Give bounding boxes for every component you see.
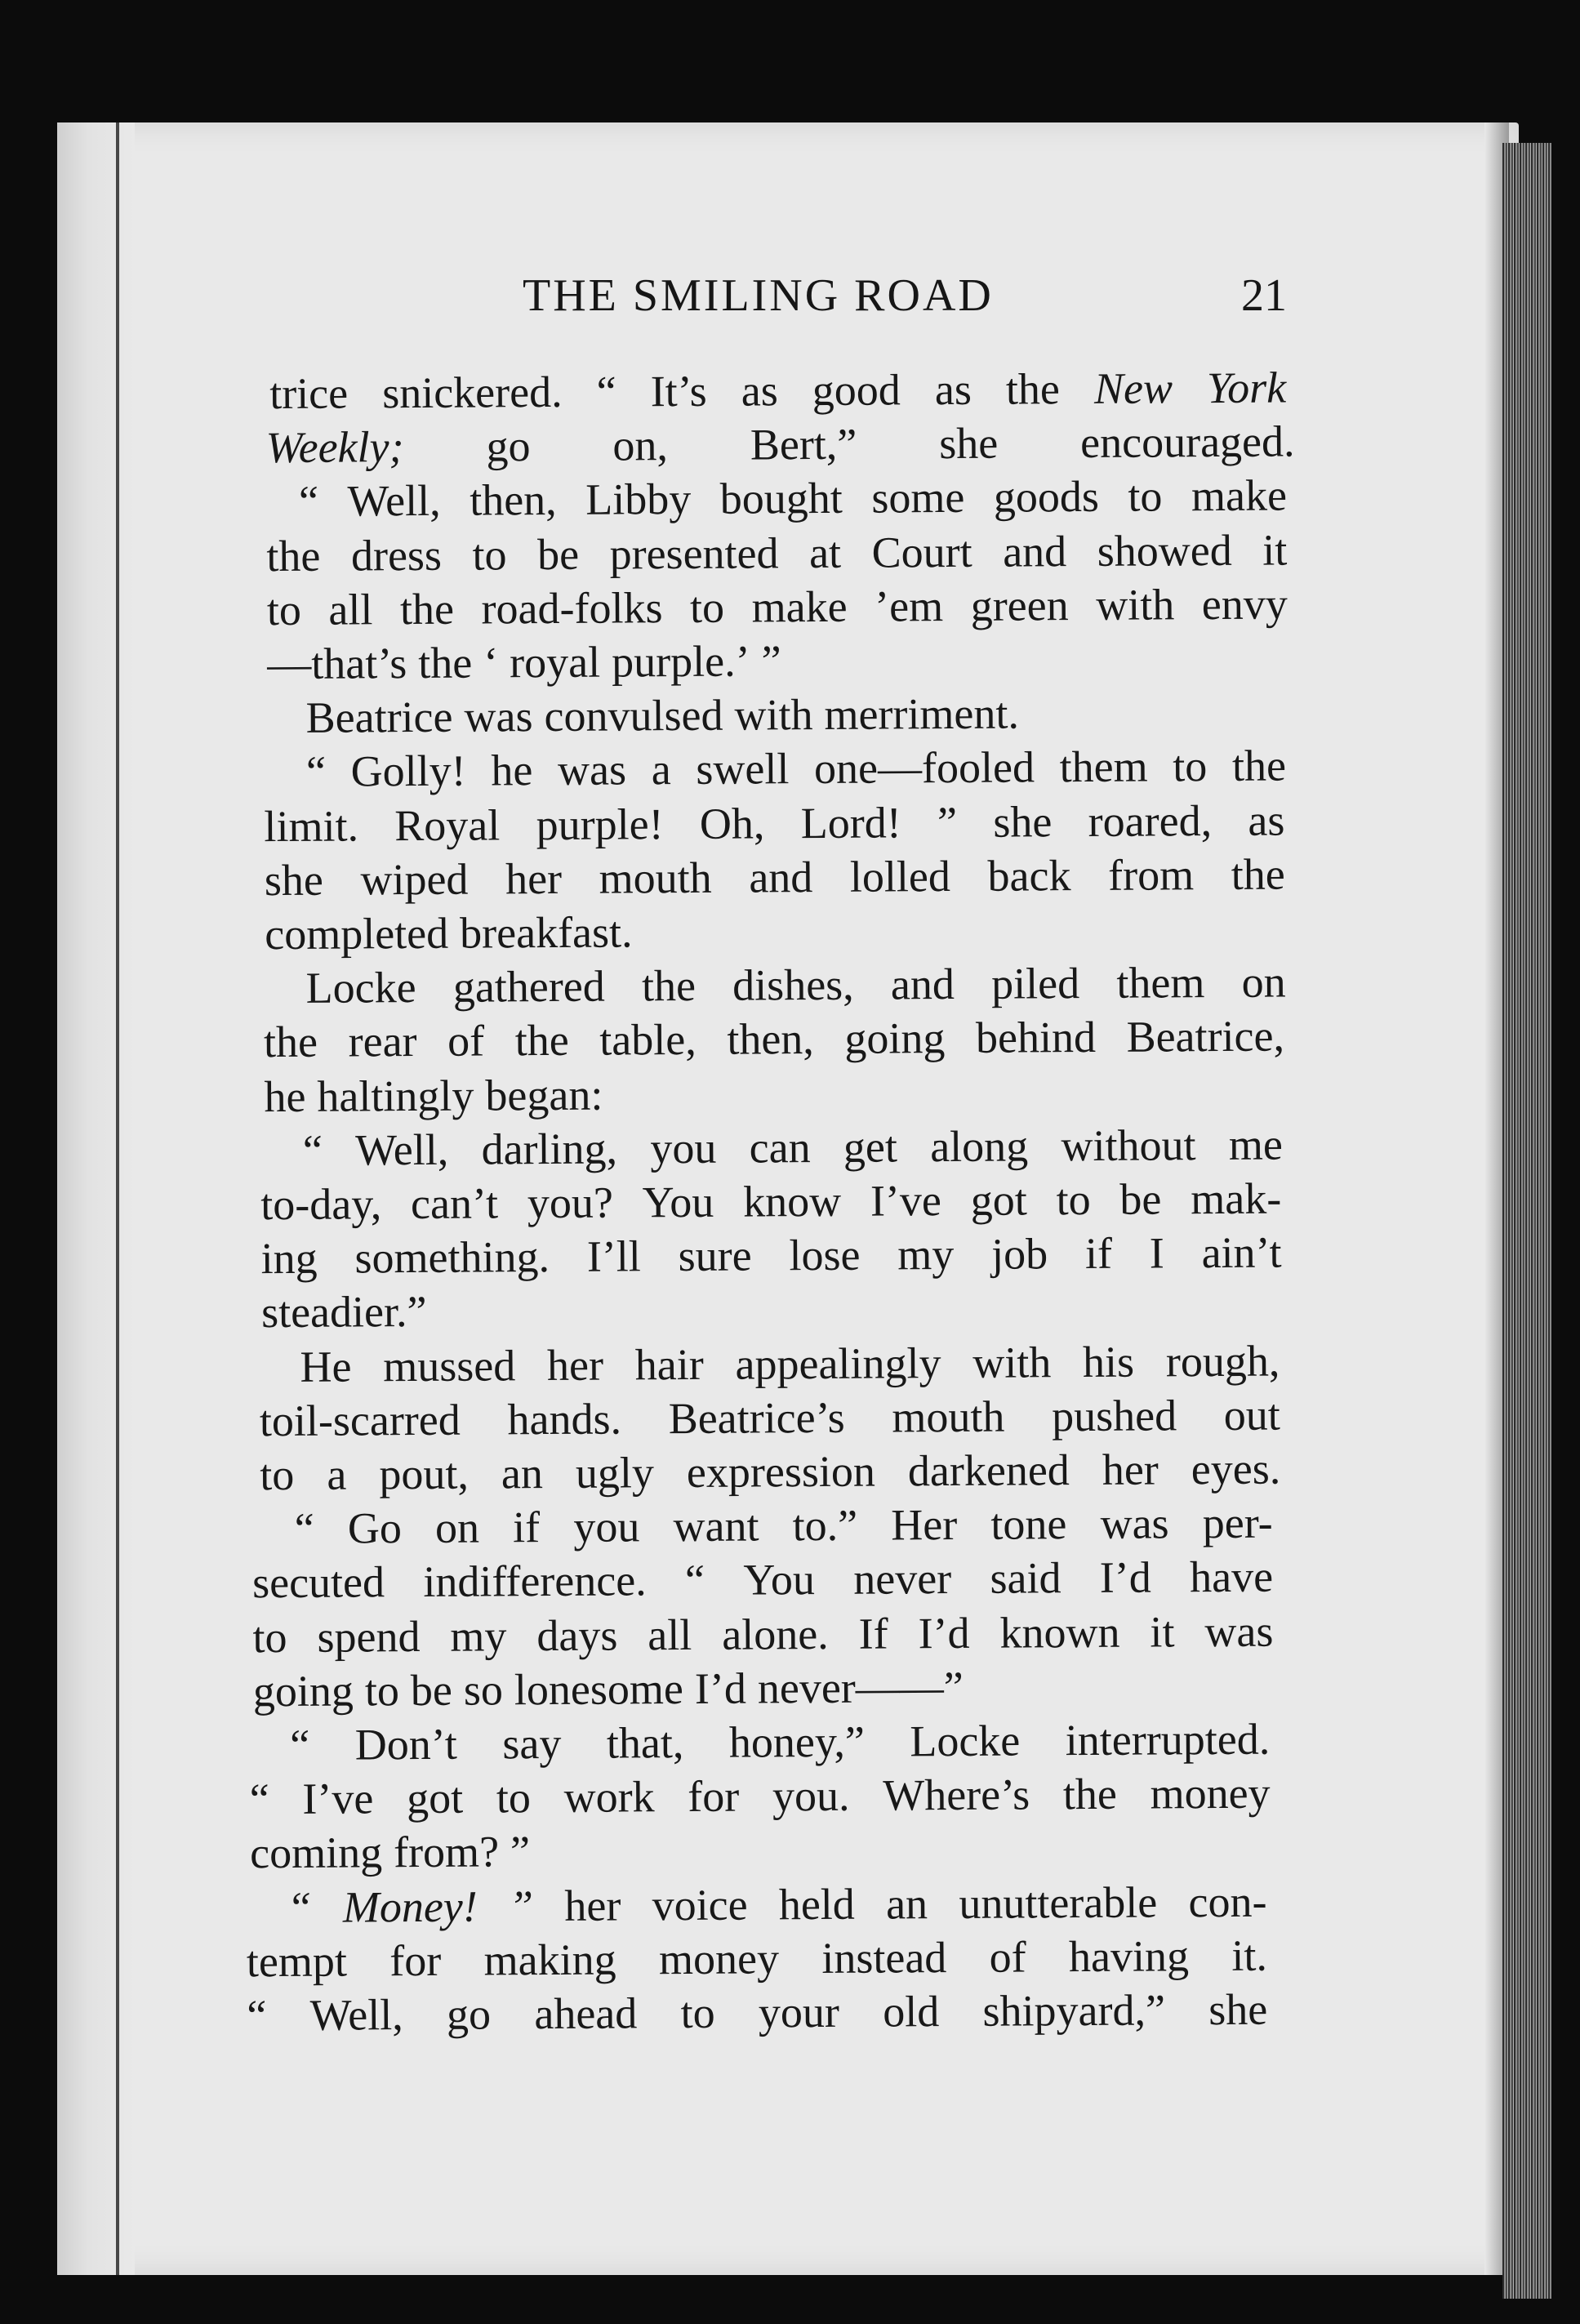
word: all xyxy=(328,585,373,634)
word: if xyxy=(1084,1228,1113,1279)
word: was xyxy=(1100,1498,1169,1549)
word: showed xyxy=(1097,525,1232,576)
word: to xyxy=(1056,1174,1091,1225)
word: her xyxy=(564,1881,621,1930)
word: out xyxy=(1223,1390,1281,1440)
word: interrupted. xyxy=(1065,1714,1271,1765)
text-line xyxy=(264,793,1284,853)
word: Don’t xyxy=(354,1719,458,1770)
word: shipyard,” xyxy=(982,1985,1166,2036)
word: ‘ xyxy=(483,638,499,688)
word: the xyxy=(1005,364,1061,414)
word: the xyxy=(641,961,697,1011)
word: mak- xyxy=(1191,1173,1282,1224)
word: merriment. xyxy=(824,688,1020,740)
word: to xyxy=(364,1665,400,1716)
word: indifference. xyxy=(423,1556,647,1607)
word: with xyxy=(1096,580,1175,630)
word: was xyxy=(1204,1606,1274,1656)
book-gutter xyxy=(57,122,135,2275)
word: coming xyxy=(249,1828,383,1878)
word: from? xyxy=(393,1827,500,1877)
word: ahead xyxy=(534,1988,638,2039)
word: as xyxy=(741,366,778,416)
word: convulsed xyxy=(544,690,723,741)
word: you xyxy=(650,1123,717,1173)
word: making xyxy=(483,1934,616,1985)
word: days xyxy=(536,1610,618,1660)
word: bought xyxy=(719,474,843,524)
word: expression xyxy=(686,1446,876,1497)
word: to xyxy=(266,585,302,634)
word: pout, xyxy=(379,1449,470,1499)
word: it xyxy=(1262,525,1288,575)
word: I’d xyxy=(694,1663,747,1713)
word: piled xyxy=(990,959,1080,1008)
word: then, xyxy=(470,475,557,525)
word: ain’t xyxy=(1201,1227,1282,1278)
word: as xyxy=(1248,795,1285,845)
word: gathered xyxy=(452,961,605,1012)
word: got xyxy=(970,1175,1027,1225)
word: some xyxy=(871,473,965,523)
word: Royal xyxy=(394,799,501,850)
word: an xyxy=(501,1449,544,1498)
word: be xyxy=(1119,1174,1162,1224)
word: she xyxy=(939,418,999,469)
word: “ xyxy=(294,1503,314,1554)
word: and xyxy=(890,959,955,1009)
word: He xyxy=(300,1342,352,1391)
word: was xyxy=(464,692,533,741)
word: dress xyxy=(350,530,443,581)
word: job xyxy=(990,1229,1048,1279)
word: goods xyxy=(993,472,1100,523)
word: “ xyxy=(684,1556,705,1605)
text-line xyxy=(247,1983,1267,2043)
word: your xyxy=(758,1987,840,2037)
binding-shadow xyxy=(116,122,119,2275)
text-line xyxy=(303,1117,1283,1177)
word: Well, xyxy=(309,1990,403,2040)
word: for xyxy=(389,1935,442,1986)
word: envy xyxy=(1201,579,1288,629)
word: it. xyxy=(1231,1930,1268,1980)
word: want xyxy=(673,1501,759,1552)
word: “ xyxy=(302,1125,323,1175)
word: say xyxy=(502,1718,562,1769)
word: money xyxy=(658,1934,780,1984)
word: dishes, xyxy=(732,959,854,1010)
word: can xyxy=(749,1122,811,1173)
word: sure xyxy=(678,1231,752,1281)
word: said xyxy=(990,1553,1061,1604)
word: to xyxy=(252,1612,287,1662)
word: green xyxy=(970,580,1069,630)
word: ” xyxy=(510,1827,531,1877)
word: to xyxy=(472,529,507,580)
word: going xyxy=(252,1666,354,1716)
word: appealingly xyxy=(735,1338,941,1389)
word: I xyxy=(1149,1228,1164,1278)
text-line xyxy=(252,1604,1273,1664)
word: “ xyxy=(298,477,319,527)
word: limit. xyxy=(264,801,359,851)
word: per- xyxy=(1202,1498,1273,1548)
word: Her xyxy=(891,1500,958,1550)
word: make xyxy=(1191,470,1288,521)
text-line xyxy=(260,1172,1281,1232)
word: the xyxy=(1231,741,1287,791)
text-line xyxy=(306,739,1286,799)
word: old xyxy=(883,1987,940,2037)
word: on xyxy=(434,1503,480,1553)
word: then, xyxy=(727,1014,815,1065)
text-line xyxy=(299,469,1287,528)
text-line xyxy=(300,1333,1280,1393)
word: be xyxy=(410,1665,453,1715)
word: as xyxy=(934,364,972,415)
word: it xyxy=(1150,1606,1175,1657)
word: darkened xyxy=(907,1445,1070,1496)
text-line xyxy=(267,630,1288,691)
word: ing xyxy=(260,1233,318,1284)
word: encouraged. xyxy=(1080,416,1295,468)
word: Court xyxy=(871,527,972,577)
word: his xyxy=(1082,1337,1135,1387)
word: You xyxy=(743,1555,816,1605)
word: an xyxy=(885,1878,928,1929)
word: ’em xyxy=(874,581,944,631)
word: Beatrice’s xyxy=(668,1392,845,1443)
word: something. xyxy=(354,1232,550,1283)
word: rear xyxy=(348,1017,417,1066)
word: on xyxy=(1241,957,1286,1008)
word: money xyxy=(1150,1768,1271,1819)
text-line xyxy=(261,1280,1282,1340)
word: them xyxy=(1059,741,1148,792)
word: Golly! xyxy=(350,746,466,796)
word: go xyxy=(446,1989,492,2039)
word: held xyxy=(778,1879,856,1929)
word: if xyxy=(513,1503,541,1552)
word: and xyxy=(749,852,813,902)
word: she xyxy=(1208,1984,1268,2035)
word: for xyxy=(688,1771,740,1822)
word: Lord! xyxy=(800,797,901,848)
word: I’ve xyxy=(870,1176,942,1226)
word: one—fooled xyxy=(813,742,1035,794)
word: rough, xyxy=(1165,1336,1280,1387)
word: at xyxy=(808,528,842,577)
word: hands. xyxy=(507,1394,622,1445)
word: me xyxy=(1228,1120,1284,1169)
word: having xyxy=(1068,1931,1190,1981)
word: began: xyxy=(485,1070,603,1120)
word: to xyxy=(260,1449,295,1500)
page-number: 21 xyxy=(1241,270,1287,321)
word: known xyxy=(999,1607,1120,1658)
word: on, xyxy=(612,421,669,470)
text-line xyxy=(260,1442,1280,1503)
word: Money! xyxy=(342,1881,478,1932)
word: “ xyxy=(596,367,616,416)
word: back xyxy=(987,850,1071,901)
word: “ xyxy=(247,1991,267,2041)
word: Weekly; xyxy=(265,422,404,473)
word: Well, xyxy=(354,1124,449,1175)
word: you. xyxy=(772,1770,850,1821)
word: ” xyxy=(508,1881,534,1930)
word: ugly xyxy=(575,1448,655,1498)
word: alone. xyxy=(722,1609,829,1659)
word: going xyxy=(844,1013,946,1064)
text-line xyxy=(305,685,1285,745)
word: he xyxy=(491,746,533,795)
word: Go xyxy=(347,1503,403,1553)
word: Where’s xyxy=(883,1770,1030,1820)
word: tone xyxy=(990,1499,1067,1549)
word: steadier.” xyxy=(260,1287,427,1338)
word: he xyxy=(264,1071,306,1121)
word: “ xyxy=(290,1720,310,1770)
word: instead xyxy=(821,1932,947,1983)
word: hair xyxy=(634,1339,704,1389)
text-line xyxy=(290,1712,1270,1772)
word: I’ll xyxy=(586,1231,642,1281)
word: and xyxy=(1003,526,1067,577)
word: Beatrice xyxy=(305,692,453,743)
text-line xyxy=(264,1063,1284,1124)
word: trice xyxy=(269,368,349,419)
word: the xyxy=(263,1017,318,1067)
word: along xyxy=(930,1121,1029,1171)
word: the xyxy=(1062,1769,1118,1819)
word: my xyxy=(450,1610,507,1661)
text-line xyxy=(287,1874,1266,1934)
word: a xyxy=(327,1449,347,1499)
word: to xyxy=(689,582,725,632)
word: You xyxy=(642,1177,714,1227)
word: to.” xyxy=(792,1500,858,1551)
word: can’t xyxy=(410,1178,499,1229)
word: spend xyxy=(317,1611,421,1662)
word: get xyxy=(843,1122,898,1172)
word: “ xyxy=(305,747,327,797)
word: New xyxy=(1093,363,1173,413)
word: with xyxy=(972,1337,1052,1387)
word: to xyxy=(496,1773,532,1823)
word: never——” xyxy=(757,1662,964,1713)
word: darling, xyxy=(481,1124,618,1174)
word: them xyxy=(1116,958,1205,1008)
word: you xyxy=(573,1502,640,1552)
word: voice xyxy=(652,1880,748,1930)
word: “ xyxy=(249,1774,269,1824)
text-line xyxy=(250,1766,1271,1827)
word: I’d xyxy=(1099,1552,1151,1603)
text-line xyxy=(250,1820,1271,1881)
word: eyes. xyxy=(1191,1444,1281,1494)
word: go xyxy=(486,421,531,471)
word: her xyxy=(505,853,563,904)
text-line xyxy=(266,523,1287,583)
word: Oh, xyxy=(699,798,765,848)
text-line xyxy=(267,577,1288,637)
word: completed xyxy=(265,908,449,959)
word: my xyxy=(897,1230,955,1280)
word: work xyxy=(563,1772,655,1823)
word: that, xyxy=(606,1718,684,1768)
word: wiped xyxy=(360,854,469,905)
word: Libby xyxy=(585,474,692,525)
word: table, xyxy=(599,1015,697,1066)
word: to xyxy=(680,1988,715,2038)
word: the xyxy=(418,638,473,688)
word: Bert,” xyxy=(750,419,857,470)
word: purple.’ xyxy=(611,636,750,687)
word: good xyxy=(812,365,901,416)
word: to-day, xyxy=(260,1179,382,1230)
text-line xyxy=(305,955,1285,1015)
word: have xyxy=(1189,1552,1274,1602)
word: behind xyxy=(975,1013,1097,1063)
word: the xyxy=(514,1016,569,1066)
word: swell xyxy=(696,744,790,795)
word: all xyxy=(648,1609,692,1659)
word: If xyxy=(858,1609,888,1658)
word: without xyxy=(1061,1120,1196,1170)
running-title: THE SMILING ROAD xyxy=(523,270,994,321)
word: to xyxy=(1173,741,1208,791)
word: the xyxy=(266,531,321,581)
word: so xyxy=(463,1665,504,1715)
text-line xyxy=(265,847,1285,907)
word: lonesome xyxy=(514,1663,684,1715)
word: haltingly xyxy=(317,1071,474,1121)
word: she xyxy=(264,855,324,905)
word: Beatrice, xyxy=(1126,1011,1285,1062)
word: lose xyxy=(789,1230,861,1280)
text-line xyxy=(264,1009,1284,1070)
word: Locke xyxy=(305,963,416,1013)
word: know xyxy=(742,1176,842,1227)
word: with xyxy=(734,690,813,740)
word: make xyxy=(751,581,848,632)
word: her xyxy=(1102,1445,1159,1494)
word: tempt xyxy=(246,1936,348,1987)
word: a xyxy=(651,745,671,795)
text-line xyxy=(252,1550,1273,1610)
word: Well, xyxy=(347,476,441,526)
text-line xyxy=(269,360,1286,421)
word: her xyxy=(546,1340,604,1390)
word: got xyxy=(406,1773,464,1823)
text-line xyxy=(260,1387,1280,1448)
word: the xyxy=(1231,849,1285,899)
word: lolled xyxy=(849,851,951,902)
word: mussed xyxy=(383,1340,516,1391)
word: be xyxy=(536,529,580,579)
word: road-folks xyxy=(481,582,663,634)
word: pushed xyxy=(1051,1391,1177,1441)
word: breakfast. xyxy=(459,907,633,958)
word: she xyxy=(993,796,1053,847)
word: —that’s xyxy=(267,639,407,689)
word: honey,” xyxy=(728,1716,866,1767)
word: royal xyxy=(510,637,601,688)
word: of xyxy=(989,1932,1026,1982)
word: con- xyxy=(1188,1877,1267,1926)
word: “ xyxy=(287,1882,312,1932)
word: York xyxy=(1206,363,1287,413)
word: toil-scarred xyxy=(259,1395,461,1445)
word: purple! xyxy=(536,799,664,849)
word: of xyxy=(447,1016,485,1066)
word: secuted xyxy=(251,1557,385,1608)
word: unutterable xyxy=(959,1877,1158,1928)
text-line xyxy=(253,1658,1274,1718)
word: It’s xyxy=(650,366,707,416)
word: was xyxy=(557,745,627,795)
page-edges-stack xyxy=(1502,143,1551,2299)
word: presented xyxy=(609,528,779,579)
word: roared, xyxy=(1088,795,1213,846)
word: to xyxy=(1128,471,1163,522)
text-line xyxy=(247,1928,1267,1988)
word: you? xyxy=(527,1178,614,1228)
word: the xyxy=(399,584,455,634)
text-line xyxy=(265,415,1294,475)
word: mouth xyxy=(599,853,712,903)
word: I’ve xyxy=(302,1774,374,1824)
word: Locke xyxy=(910,1716,1021,1766)
word: I’d xyxy=(918,1608,970,1658)
word: ” xyxy=(761,636,781,686)
word: snickered. xyxy=(382,367,563,418)
word: ” xyxy=(937,797,958,847)
text-line xyxy=(295,1496,1273,1556)
word: never xyxy=(853,1554,952,1605)
text-line xyxy=(260,1226,1281,1286)
word: from xyxy=(1107,849,1195,900)
text-line xyxy=(265,902,1285,962)
word: mouth xyxy=(892,1391,1005,1442)
